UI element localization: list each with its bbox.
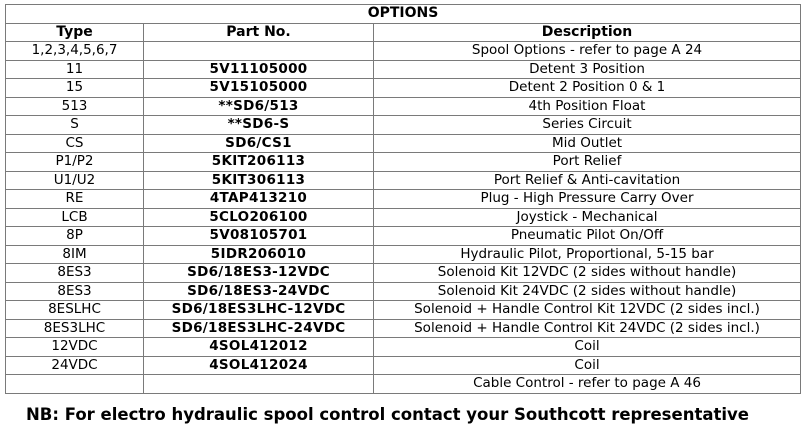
cell-type: U1/U2: [6, 171, 144, 190]
cell-description: Plug - High Pressure Carry Over: [374, 190, 801, 209]
cell-type: [6, 375, 144, 394]
cell-description: Joystick - Mechanical: [374, 208, 801, 227]
cell-part-no: 5CLO206100: [144, 208, 374, 227]
cell-part-no: 4SOL412024: [144, 356, 374, 375]
table-row: [6, 171, 801, 190]
table-row: [6, 190, 801, 209]
cell-description: Detent 2 Position 0 & 1: [374, 79, 801, 98]
table-row: [6, 208, 801, 227]
table-row: [6, 97, 801, 116]
table-row: [6, 227, 801, 246]
cell-part-no: [144, 42, 374, 61]
cell-part-no: SD6/18ES3LHC-12VDC: [144, 301, 374, 320]
options-table-container: [5, 4, 800, 394]
cell-description: Port Relief & Anti-cavitation: [374, 171, 801, 190]
cell-description: Solenoid + Handle Control Kit 24VDC (2 sides incl.): [374, 319, 801, 338]
cell-part-no: 5V08105701: [144, 227, 374, 246]
cell-part-no: **SD6/513: [144, 97, 374, 116]
cell-type: 8ES3LHC: [6, 319, 144, 338]
cell-description: Coil: [374, 356, 801, 375]
options-table: [5, 4, 801, 394]
cell-type: 24VDC: [6, 356, 144, 375]
cell-description: Solenoid + Handle Control Kit 12VDC (2 sides incl.): [374, 301, 801, 320]
table-row: [6, 116, 801, 135]
cell-type: 8P: [6, 227, 144, 246]
table-title-row: [6, 5, 801, 24]
cell-type: RE: [6, 190, 144, 209]
cell-type: 1,2,3,4,5,6,7: [6, 42, 144, 61]
cell-part-no: 5V15105000: [144, 79, 374, 98]
table-row: [6, 282, 801, 301]
cell-description: Spool Options - refer to page A 24: [374, 42, 801, 61]
cell-part-no: 5KIT306113: [144, 171, 374, 190]
table-body: [6, 42, 801, 394]
table-row: [6, 153, 801, 172]
cell-type: CS: [6, 134, 144, 153]
cell-description: Hydraulic Pilot, Proportional, 5-15 bar: [374, 245, 801, 264]
table-row: [6, 60, 801, 79]
table-row: [6, 42, 801, 61]
table-row: [6, 338, 801, 357]
cell-part-no: [144, 375, 374, 394]
footer-note: NB: For electro hydraulic spool control contact your Southcott representative: [26, 405, 749, 424]
table-row: [6, 134, 801, 153]
cell-description: 4th Position Float: [374, 97, 801, 116]
cell-part-no: 4TAP413210: [144, 190, 374, 209]
header-description: Description: [374, 23, 801, 42]
table-row: [6, 356, 801, 375]
cell-description: Coil: [374, 338, 801, 357]
cell-description: Detent 3 Position: [374, 60, 801, 79]
table-row: [6, 264, 801, 283]
cell-type: S: [6, 116, 144, 135]
cell-type: 8ES3: [6, 282, 144, 301]
table-title: OPTIONS: [6, 5, 801, 24]
table-header-row: [6, 23, 801, 42]
cell-type: 15: [6, 79, 144, 98]
cell-part-no: 4SOL412012: [144, 338, 374, 357]
cell-part-no: SD6/CS1: [144, 134, 374, 153]
cell-type: 12VDC: [6, 338, 144, 357]
cell-part-no: 5KIT206113: [144, 153, 374, 172]
cell-description: Pneumatic Pilot On/Off: [374, 227, 801, 246]
cell-part-no: 5IDR206010: [144, 245, 374, 264]
cell-type: 8ESLHC: [6, 301, 144, 320]
table-row: [6, 245, 801, 264]
cell-description: Port Relief: [374, 153, 801, 172]
table-row: [6, 319, 801, 338]
cell-type: 11: [6, 60, 144, 79]
header-part-no: Part No.: [144, 23, 374, 42]
cell-description: Mid Outlet: [374, 134, 801, 153]
cell-description: Solenoid Kit 24VDC (2 sides without handle): [374, 282, 801, 301]
cell-part-no: SD6/18ES3LHC-24VDC: [144, 319, 374, 338]
cell-description: Series Circuit: [374, 116, 801, 135]
cell-part-no: SD6/18ES3-24VDC: [144, 282, 374, 301]
table-row: [6, 375, 801, 394]
header-type: Type: [6, 23, 144, 42]
cell-description: Cable Control - refer to page A 46: [374, 375, 801, 394]
cell-type: P1/P2: [6, 153, 144, 172]
cell-type: 8ES3: [6, 264, 144, 283]
cell-part-no: SD6/18ES3-12VDC: [144, 264, 374, 283]
cell-type: LCB: [6, 208, 144, 227]
cell-part-no: 5V11105000: [144, 60, 374, 79]
table-row: [6, 301, 801, 320]
cell-part-no: **SD6-S: [144, 116, 374, 135]
cell-type: 513: [6, 97, 144, 116]
cell-type: 8IM: [6, 245, 144, 264]
table-row: [6, 79, 801, 98]
cell-description: Solenoid Kit 12VDC (2 sides without handle): [374, 264, 801, 283]
